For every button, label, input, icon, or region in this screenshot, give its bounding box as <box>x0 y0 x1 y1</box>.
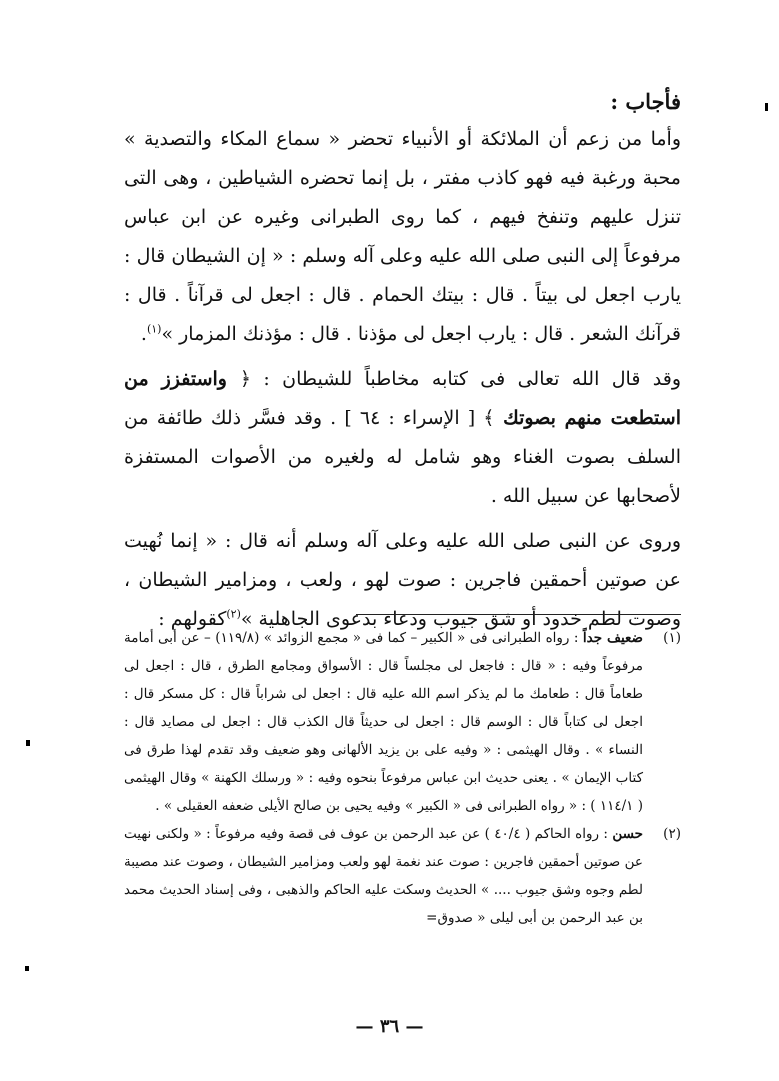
footnote-number: (١) <box>663 630 681 646</box>
paragraph-2 <box>124 360 681 516</box>
footnote-ref-1[interactable]: (١) <box>146 322 162 336</box>
scan-speck <box>25 966 29 971</box>
scan-speck <box>765 103 768 111</box>
paragraph-2-start: وقد قال الله تعالى فى كتابه مخاطباً للشيطان : ﴿ <box>239 368 681 390</box>
footnote-body <box>124 820 643 932</box>
paragraph-3-text: وروى عن النبى صلى الله عليه وعلى آله وسلم أنه قال : « إنما نُهيت عن صوتين أحمقين فاجرين : صوت لهو ، ولعب ، ومزامير الشيطان ، وصوت لطم خدود أو شق جيوب ودعاء بدعوى الجاهلية » <box>124 530 681 630</box>
paragraph-2-rest: ﴾ [ الإسراء : ٦٤ ] . وقد فسَّر ذلك طائفة من السلف بصوت الغناء وهو شامل له ولغيره من الأصوات المستفزة لأصحابها عن سبيل الله . <box>124 407 681 507</box>
footnote-divider <box>356 614 681 615</box>
footnote-grade: حسن <box>612 826 643 842</box>
quran-verse: واستفزز من استطعت منهم بصوتك <box>124 368 681 429</box>
footnote-number: (٢) <box>663 826 681 842</box>
scan-speck <box>26 740 30 746</box>
paragraph-1-end: . <box>140 323 147 345</box>
paragraph-1 <box>124 120 681 354</box>
footnote-ref-2[interactable]: (٢) <box>226 607 241 621</box>
footnote-text: : رواه الحاكم ( ٤٠/٤ ) عن عبد الرحمن بن عوف فى قصة وفيه مرفوعاً : « ولكنى نهيت عن صوتين أحمقين فاجرين : صوت عند نغمة لهو ولعب ومزامير الشيطان ، وصوت عند مصيبة لطم وجوه وشق جيوب .... » الحديث وسكت عليه الحاكم والذهبى ، وفى إسناد الحديث محمد بن عبد الرحمن بن أبى ليلى « صدوق= <box>124 826 643 926</box>
page-number: — ٣٦ — <box>355 1016 424 1037</box>
footnote-body <box>124 624 643 820</box>
main-text <box>124 84 681 643</box>
footnote-1 <box>124 624 681 820</box>
paragraph-3 <box>124 522 681 639</box>
footnote-text: : رواه الطبرانى فى « الكبير – كما فى « مجمع الزوائد » (١١٩/٨) – عن أبى أمامة مرفوعاً وفيه : « قال : فاجعل لى مجلساً قال : الأسواق ومجامع الطرق ، قال : اجعل لى طعاماً قال : طعامك ما لم يذكر اسم الله عليه قال : اجعل لى شراباً قال : كل مسكر قال : اجعل لى كتاباً قال : الوسم قال : اجعل لى حديثاً قال الكذب قال : اجعل لى مصايد قال : النساء » . وقال الهيثمى : « وفيه على بن يزيد الألهانى وهو ضعيف وقد تقدم لهذا طرق فى كتاب الإيمان » . يعنى حديث ابن عباس مرفوعاً بنحوه وفيه : « ورسلك الكهنة » وقال الهيثمى ( ١١٤/١ ) : « رواه الطبرانى فى « الكبير » وفيه يحيى بن صالح الأيلى ضعفه العقيلى » . <box>124 630 643 814</box>
footnote-grade: ضعيف جداً <box>582 630 643 646</box>
footnotes-section <box>124 624 681 932</box>
footnote-2 <box>124 820 681 932</box>
paragraph-1-text: وأما من زعم أن الملائكة أو الأنبياء تحضر « سماع المكاء والتصدية » محبة ورغبة فيه فهو كاذب مفتر ، بل إنما تحضره الشياطين ، وهى التى تنزل عليهم وتنفخ فيهم ، كما روى الطبرانى وغيره عن ابن عباس مرفوعاً إلى النبى صلى الله عليه وعلى آله وسلم : « إن الشيطان قال : يارب اجعل لى بيتاً . قال : بيتك الحمام . قال : اجعل لى قرآناً . قال : قرآنك الشعر . قال : يارب اجعل لى مؤذنا . قال : مؤذنك المزمار » <box>124 128 681 345</box>
section-heading: فأجاب : <box>610 89 681 114</box>
paragraph-3-end: كقولهم : <box>158 608 227 630</box>
